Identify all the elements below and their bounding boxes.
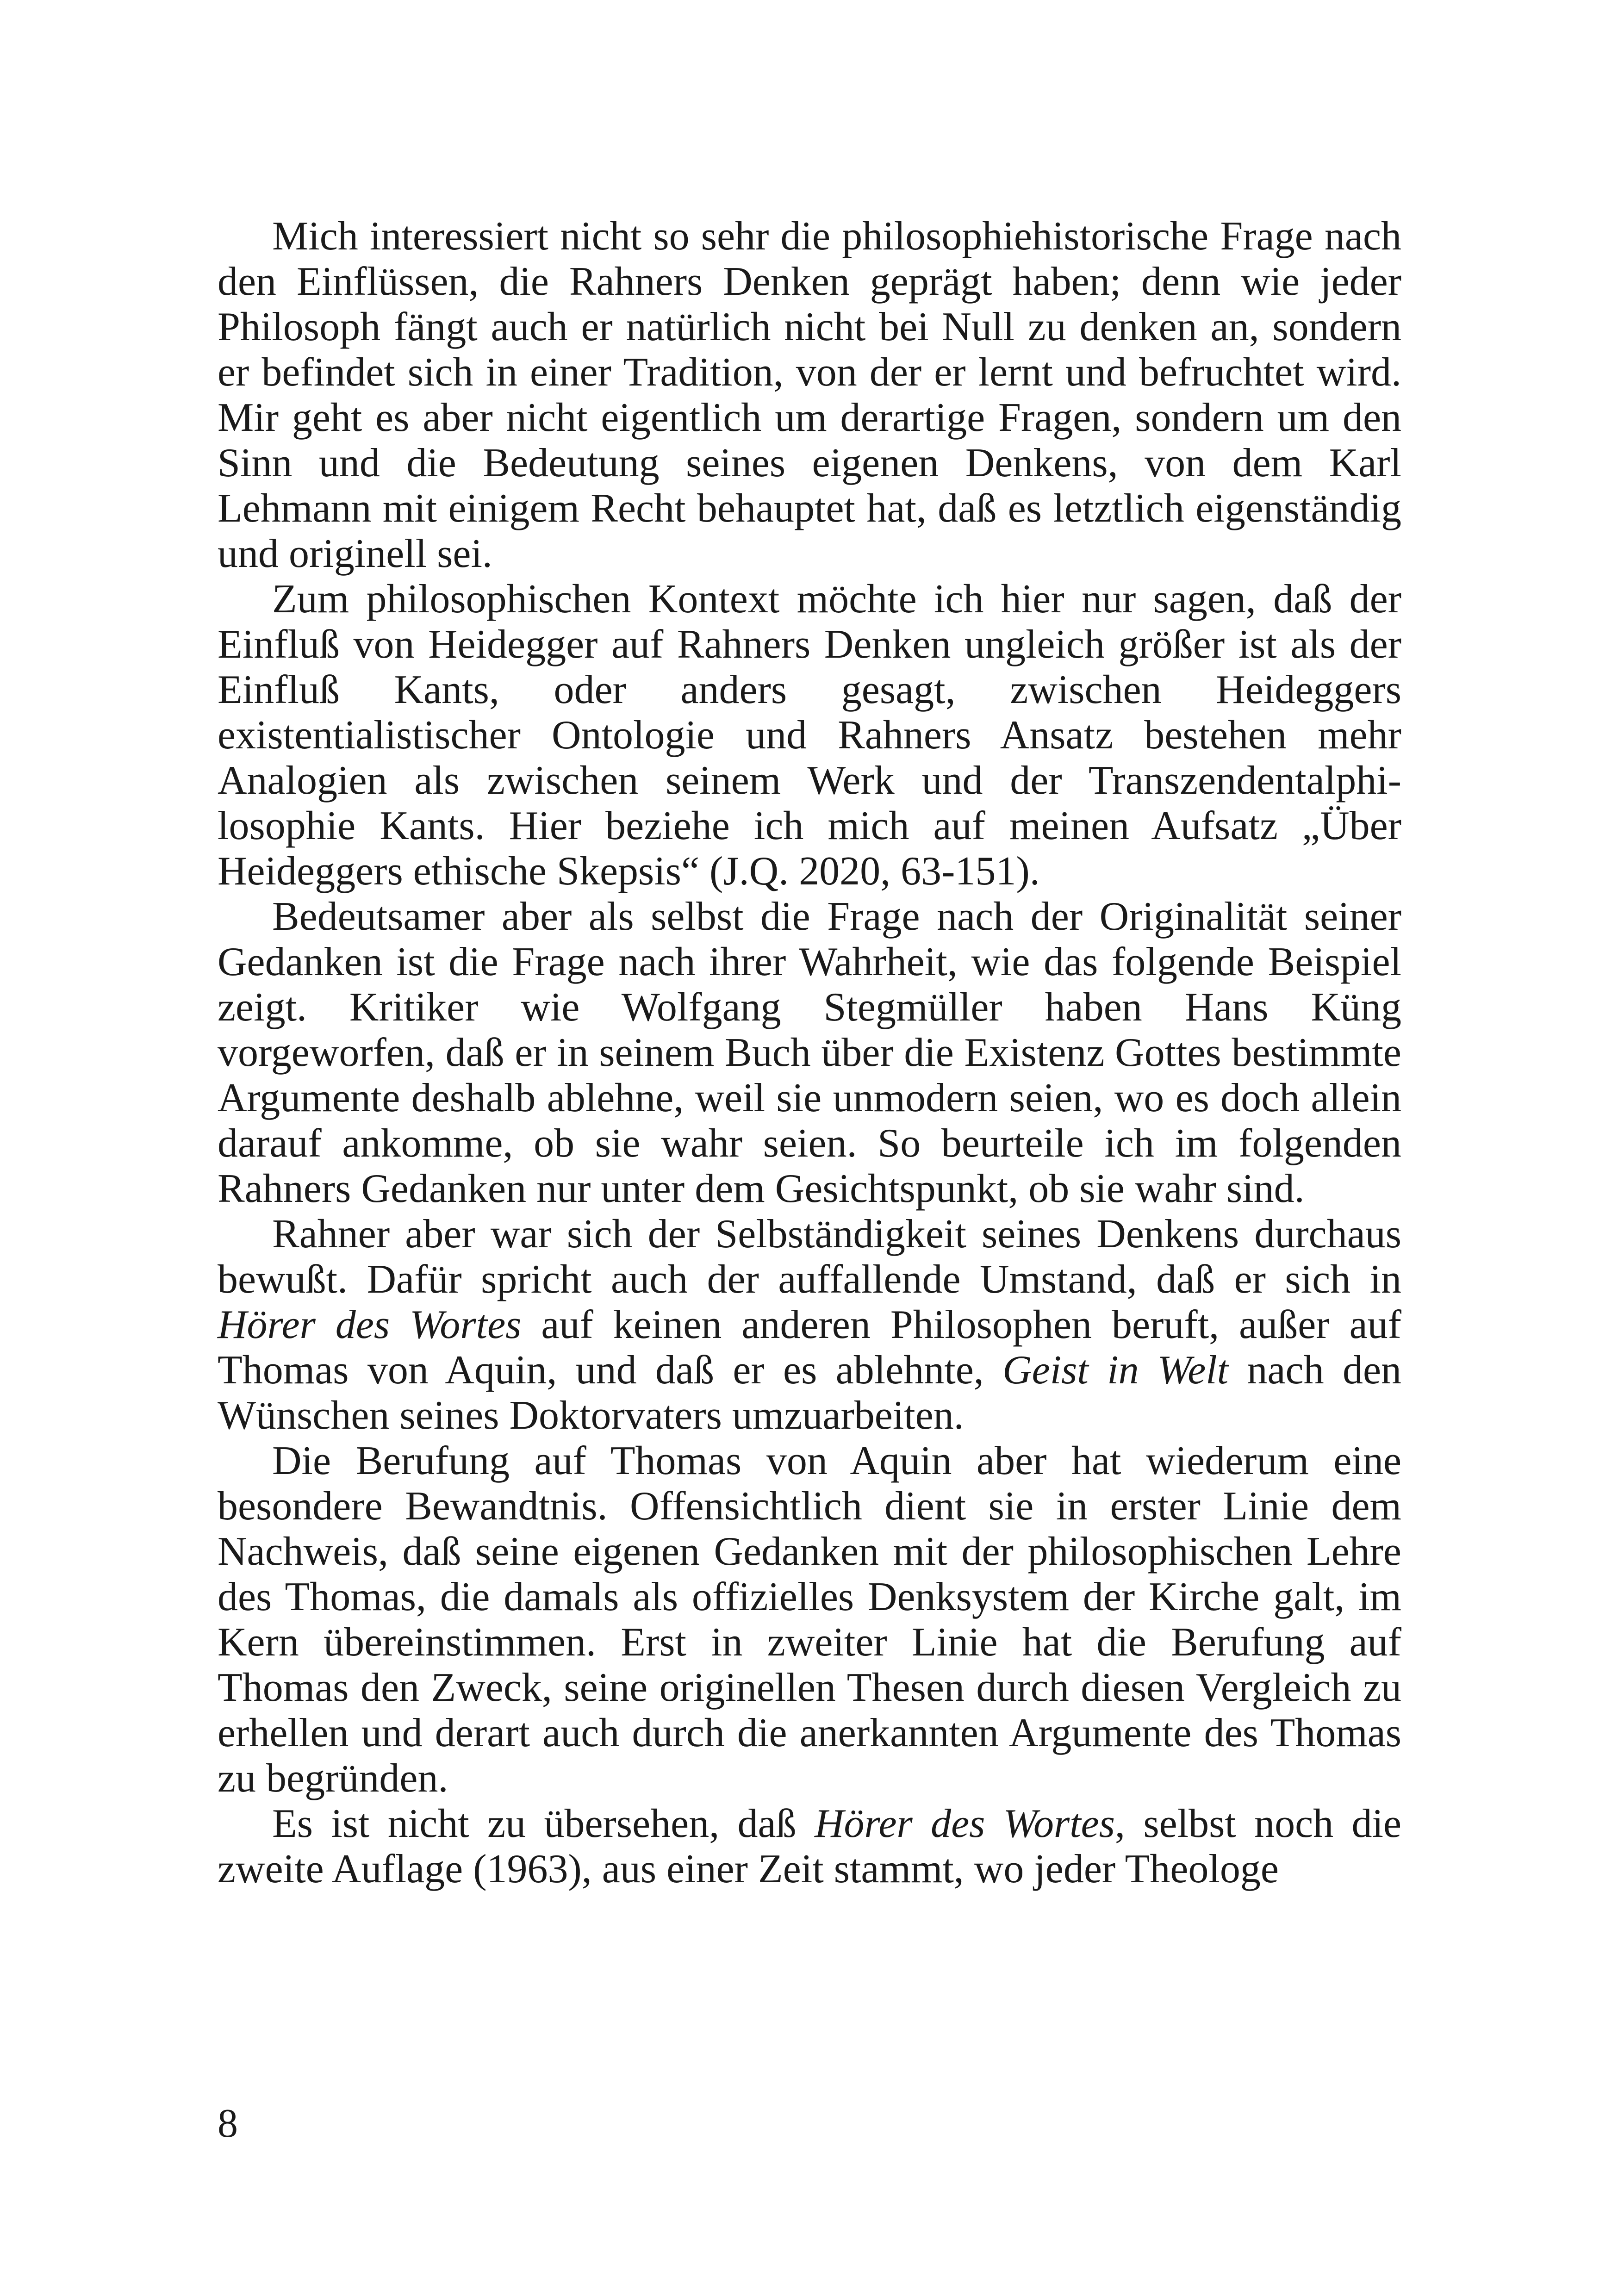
paragraph-5-text: Die Berufung auf Thomas von Aquin aber hat wiederum eine besondere Bewandtnis. Offensichtlich dient sie in erster Linie dem Nachweis, daß seine eigenen Gedanken mit der philosophischen Lehre des Thomas, die damals als offizielles Denksystem der Kirche galt, im Kern übereinstimmen. Erst in zweiter Linie hat die Berufung auf Thomas den Zweck, seine originellen Thesen durch diesen Vergleich zu erhellen und derart auch durch die anerkannten Argumente des Thomas zu begründen. (218, 1438, 1401, 1801)
paragraph-3 (218, 894, 1401, 1212)
paragraph-4-text: Rahner aber war sich der Selbständigkeit seines Denkens durchaus bewußt. Dafür spricht auch der auffallende Umstand, daß er sich in (218, 1212, 1401, 1302)
paragraph-6-text-2: , selbst noch die zweite Auflage (1963), aus einer Zeit stammt, wo jeder Theologe (218, 1801, 1402, 1892)
paragraph-2 (218, 577, 1401, 894)
paragraph-6 (218, 1801, 1401, 1892)
paragraph-5 (218, 1438, 1401, 1801)
paragraph-1-text: Mich interessiert nicht so sehr die philosophiehistorische Frage nach den Einflüssen, die Rahners Denken geprägt haben; denn wie jeder Philosoph fängt auch er natürlich nicht bei Null zu denken an, sondern er befindet sich in einer Tradition, von der er lernt und befruchtet wird. Mir geht es aber nicht eigentlich um derartige Fragen, sondern um den Sinn und die Bedeutung seines eigenen Denkens, von dem Karl Lehmann mit einigem Recht behauptet hat, daß es letztlich eigenständig und originell sei. (218, 214, 1401, 576)
paragraph-4 (218, 1212, 1401, 1438)
paragraph-4-text-2: auf keinen anderen Philosophen beruft, außer auf Thomas von Aquin, und daß er es ablehnte, (218, 1302, 1401, 1393)
page-number: 8 (218, 2101, 238, 2146)
book-title-geist-in-welt: Geist in Welt (1002, 1348, 1229, 1393)
paragraph-6-text: Es ist nicht zu übersehen, daß (272, 1801, 815, 1846)
paragraph-3-text: Bedeutsamer aber als selbst die Frage nach der Originalität seiner Gedanken ist die Frage nach ihrer Wahrheit, wie das folgende Beispiel zeigt. Kritiker wie Wolfgang Stegmüller haben Hans Küng vorgeworfen, daß er in seinem Buch über die Existenz Gottes bestimmte Argumente deshalb ablehne, weil sie unmodern seien, wo es doch allein darauf ankomme, ob sie wahr seien. So beurteile ich im folgenden Rahners Gedanken nur unter dem Gesichtspunkt, ob sie wahr sind. (218, 894, 1401, 1211)
book-title-hoerer-des-wortes: Hörer des Wortes (218, 1302, 522, 1347)
paragraph-4-text-3: nach den Wünschen seines Doktorvaters umzuarbeiten. (218, 1348, 1402, 1438)
body-text (218, 214, 1401, 1892)
paragraph-1 (218, 214, 1401, 577)
book-title-hoerer-des-wortes-2: Hörer des Wortes (814, 1801, 1115, 1846)
paragraph-2-text: Zum philosophischen Kontext möchte ich hier nur sagen, daß der Einfluß von Heidegger auf Rahners Denken ungleich größer ist als der Einfluß Kants, oder anders gesagt, zwischen Heideggers existentialistischer Ontologie und Rahners Ansatz bestehen mehr Analogien als zwischen seinem Werk und der Transzendentalphilosophie Kants. Hier beziehe ich mich auf meinen Aufsatz „Über Heideggers ethische Skepsis“ (J.Q. 2020, 63-151). (218, 577, 1401, 894)
